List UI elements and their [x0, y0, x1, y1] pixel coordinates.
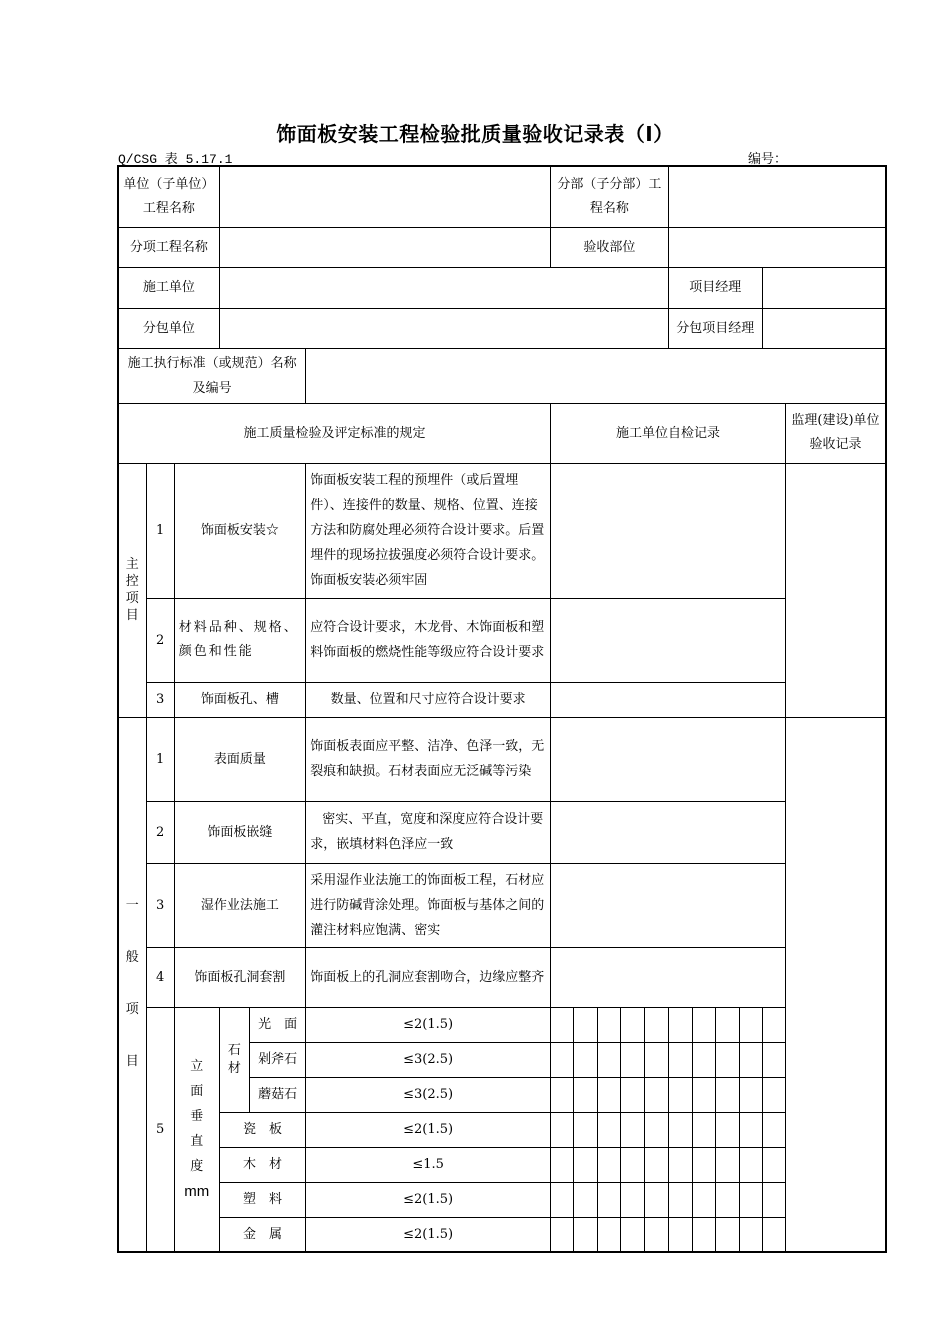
check-cell[interactable] [551, 1007, 574, 1042]
item-spec: 饰面板表面应平整、洁净、色泽一致，无裂痕和缺损。石材表面应无泛碱等污染 [306, 717, 551, 801]
acceptance-part-field[interactable] [668, 227, 886, 267]
check-cell[interactable] [598, 1112, 621, 1147]
check-cell[interactable] [645, 1077, 668, 1112]
self-check-field[interactable] [551, 682, 786, 717]
check-cell[interactable] [739, 1112, 762, 1147]
check-cell[interactable] [574, 1182, 598, 1217]
check-cell[interactable] [715, 1112, 739, 1147]
check-cell[interactable] [692, 1007, 715, 1042]
tolerance-value: ≤3(2.5) [306, 1042, 551, 1077]
check-cell[interactable] [668, 1007, 692, 1042]
check-cell[interactable] [551, 1112, 574, 1147]
item-number: 3 [146, 682, 174, 717]
subcontract-unit-field[interactable] [219, 308, 668, 348]
subitem-name: 剁斧石 [249, 1042, 305, 1077]
check-cell[interactable] [739, 1217, 762, 1252]
tolerance-value: ≤2(1.5) [306, 1007, 551, 1042]
sub-project-field[interactable] [668, 166, 886, 227]
check-cell[interactable] [574, 1147, 598, 1182]
item-name: 表面质量 [174, 717, 306, 801]
check-cell[interactable] [621, 1182, 645, 1217]
serial-number-label: 编号： [748, 152, 788, 167]
self-check-field[interactable] [551, 717, 786, 801]
check-cell[interactable] [762, 1182, 785, 1217]
item-project-label: 分项工程名称 [118, 227, 219, 267]
check-cell[interactable] [668, 1182, 692, 1217]
item-name: 饰面板孔洞套割 [174, 947, 306, 1007]
check-cell[interactable] [598, 1147, 621, 1182]
verticality-unit: mm [184, 1183, 210, 1201]
check-cell[interactable] [692, 1217, 715, 1252]
item-name: 饰面板孔、槽 [174, 682, 306, 717]
standard-field[interactable] [306, 348, 886, 403]
check-cell[interactable] [762, 1112, 785, 1147]
check-cell[interactable] [621, 1042, 645, 1077]
construction-unit-label: 施工单位 [118, 267, 219, 308]
general-group-char: 目 [125, 1054, 139, 1070]
check-cell[interactable] [551, 1217, 574, 1252]
check-cell[interactable] [551, 1147, 574, 1182]
check-cell[interactable] [621, 1147, 645, 1182]
item-name: 湿作业法施工 [174, 863, 306, 947]
check-cell[interactable] [692, 1182, 715, 1217]
verticality-char: 直 [190, 1134, 204, 1150]
check-cell[interactable] [645, 1112, 668, 1147]
check-cell[interactable] [692, 1147, 715, 1182]
item-number: 2 [146, 801, 174, 863]
check-cell[interactable] [574, 1007, 598, 1042]
supervision-field[interactable] [785, 717, 886, 1252]
general-group-char: 般 [125, 950, 139, 966]
tolerance-value: ≤2(1.5) [306, 1217, 551, 1252]
general-group-char: 项 [125, 1002, 139, 1018]
check-cell[interactable] [574, 1042, 598, 1077]
check-cell[interactable] [762, 1077, 785, 1112]
subcontract-manager-field[interactable] [762, 308, 886, 348]
check-cell[interactable] [739, 1077, 762, 1112]
item-spec: 数量、位置和尺寸应符合设计要求 [306, 682, 551, 717]
check-cell[interactable] [739, 1182, 762, 1217]
unit-project-label: 单位（子单位）工程名称 [118, 166, 219, 227]
subcontract-manager-label: 分包项目经理 [668, 308, 762, 348]
self-check-field[interactable] [551, 801, 786, 863]
item-spec: 应符合设计要求，木龙骨、木饰面板和塑料饰面板的燃烧性能等级应符合设计要求 [306, 598, 551, 682]
item-name: 材料品种、规格、颜色和性能 [174, 598, 306, 682]
check-cell[interactable] [715, 1077, 739, 1112]
subitem-name: 金 属 [219, 1217, 305, 1252]
check-cell[interactable] [739, 1147, 762, 1182]
form-code: Q/CSG 表 5.17.1 [118, 152, 233, 167]
check-cell[interactable] [692, 1077, 715, 1112]
check-cell[interactable] [598, 1182, 621, 1217]
check-cell[interactable] [692, 1112, 715, 1147]
subitem-name: 木 材 [219, 1147, 305, 1182]
check-cell[interactable] [645, 1147, 668, 1182]
verticality-char: 垂 [190, 1109, 204, 1125]
check-cell[interactable] [598, 1217, 621, 1252]
check-cell[interactable] [645, 1042, 668, 1077]
self-check-field[interactable] [551, 598, 786, 682]
verticality-char: 度 [190, 1159, 204, 1175]
check-cell[interactable] [645, 1007, 668, 1042]
item-number: 2 [146, 598, 174, 682]
project-manager-label: 项目经理 [668, 267, 762, 308]
check-cell[interactable] [598, 1077, 621, 1112]
check-cell[interactable] [574, 1217, 598, 1252]
main-items-group-label: 主控项目 [118, 463, 146, 717]
item-name: 饰面板嵌缝 [174, 801, 306, 863]
stone-label: 石材 [219, 1007, 249, 1112]
check-cell[interactable] [645, 1217, 668, 1252]
check-cell[interactable] [668, 1077, 692, 1112]
supervision-column-header: 监理(建设)单位验收记录 [785, 403, 886, 463]
inspection-record-table [117, 165, 887, 1253]
project-manager-field[interactable] [762, 267, 886, 308]
item-spec: 饰面板安装工程的预埋件（或后置埋件）、连接件的数量、规格、位置、连接方法和防腐处理必须符合设计要求。后置埋件的现场拉拔强度必须符合设计要求。饰面板安装必须牢固 [306, 463, 551, 598]
tolerance-value: ≤2(1.5) [306, 1182, 551, 1217]
spec-column-header: 施工质量检验及评定标准的规定 [118, 403, 551, 463]
standard-label: 施工执行标准（或规范）名称及编号 [118, 348, 306, 403]
acceptance-part-label: 验收部位 [551, 227, 668, 267]
check-cell[interactable] [551, 1182, 574, 1217]
item-spec: 饰面板上的孔洞应套割吻合，边缘应整齐 [306, 947, 551, 1007]
check-cell[interactable] [668, 1042, 692, 1077]
check-cell[interactable] [715, 1042, 739, 1077]
subitem-name: 瓷 板 [219, 1112, 305, 1147]
subitem-name: 塑 料 [219, 1182, 305, 1217]
item-spec: 密实、平直，宽度和深度应符合设计要求，嵌填材料色泽应一致 [306, 801, 551, 863]
check-cell[interactable] [668, 1147, 692, 1182]
check-cell[interactable] [762, 1007, 785, 1042]
item-name: 饰面板安装☆ [174, 463, 306, 598]
check-cell[interactable] [574, 1112, 598, 1147]
item-number: 1 [146, 717, 174, 801]
item-spec: 采用湿作业法施工的饰面板工程，石材应进行防碱背涂处理。饰面板与基体之间的灌注材料应饱满、密实 [306, 863, 551, 947]
check-cell[interactable] [715, 1147, 739, 1182]
self-check-field[interactable] [551, 947, 786, 1007]
check-cell[interactable] [692, 1042, 715, 1077]
item-number: 4 [146, 947, 174, 1007]
verticality-label [174, 1007, 219, 1252]
check-cell[interactable] [739, 1007, 762, 1042]
item-project-field[interactable] [219, 227, 550, 267]
check-cell[interactable] [621, 1077, 645, 1112]
self-check-field[interactable] [551, 463, 786, 598]
item-number: 5 [146, 1007, 174, 1252]
general-group-char: 一 [125, 898, 139, 914]
check-cell[interactable] [715, 1217, 739, 1252]
check-cell[interactable] [762, 1217, 785, 1252]
verticality-char: 面 [190, 1084, 204, 1100]
check-cell[interactable] [715, 1007, 739, 1042]
item-number: 3 [146, 863, 174, 947]
check-cell[interactable] [598, 1042, 621, 1077]
check-cell[interactable] [551, 1077, 574, 1112]
check-cell[interactable] [621, 1007, 645, 1042]
tolerance-value: ≤2(1.5) [306, 1112, 551, 1147]
item-number: 1 [146, 463, 174, 598]
tolerance-value: ≤3(2.5) [306, 1077, 551, 1112]
verticality-char: 立 [190, 1059, 204, 1075]
subitem-name: 光 面 [249, 1007, 305, 1042]
check-cell[interactable] [645, 1182, 668, 1217]
check-cell[interactable] [739, 1042, 762, 1077]
check-cell[interactable] [668, 1217, 692, 1252]
check-cell[interactable] [668, 1112, 692, 1147]
sub-project-label: 分部（子分部）工程名称 [551, 166, 668, 227]
check-cell[interactable] [574, 1077, 598, 1112]
self-check-field[interactable] [551, 863, 786, 947]
check-cell[interactable] [551, 1042, 574, 1077]
self-check-column-header: 施工单位自检记录 [551, 403, 786, 463]
general-items-group-label [118, 717, 146, 1252]
check-cell[interactable] [598, 1007, 621, 1042]
check-cell[interactable] [715, 1182, 739, 1217]
subcontract-unit-label: 分包单位 [118, 308, 219, 348]
check-cell[interactable] [762, 1042, 785, 1077]
check-cell[interactable] [621, 1217, 645, 1252]
check-cell[interactable] [621, 1112, 645, 1147]
unit-project-field[interactable] [219, 166, 550, 227]
tolerance-value: ≤1.5 [306, 1147, 551, 1182]
page-title: 饰面板安装工程检验批质量验收记录表（Ⅰ） [276, 122, 674, 146]
subitem-name: 蘑菇石 [249, 1077, 305, 1112]
check-cell[interactable] [762, 1147, 785, 1182]
construction-unit-field[interactable] [219, 267, 668, 308]
supervision-field[interactable] [785, 463, 886, 717]
